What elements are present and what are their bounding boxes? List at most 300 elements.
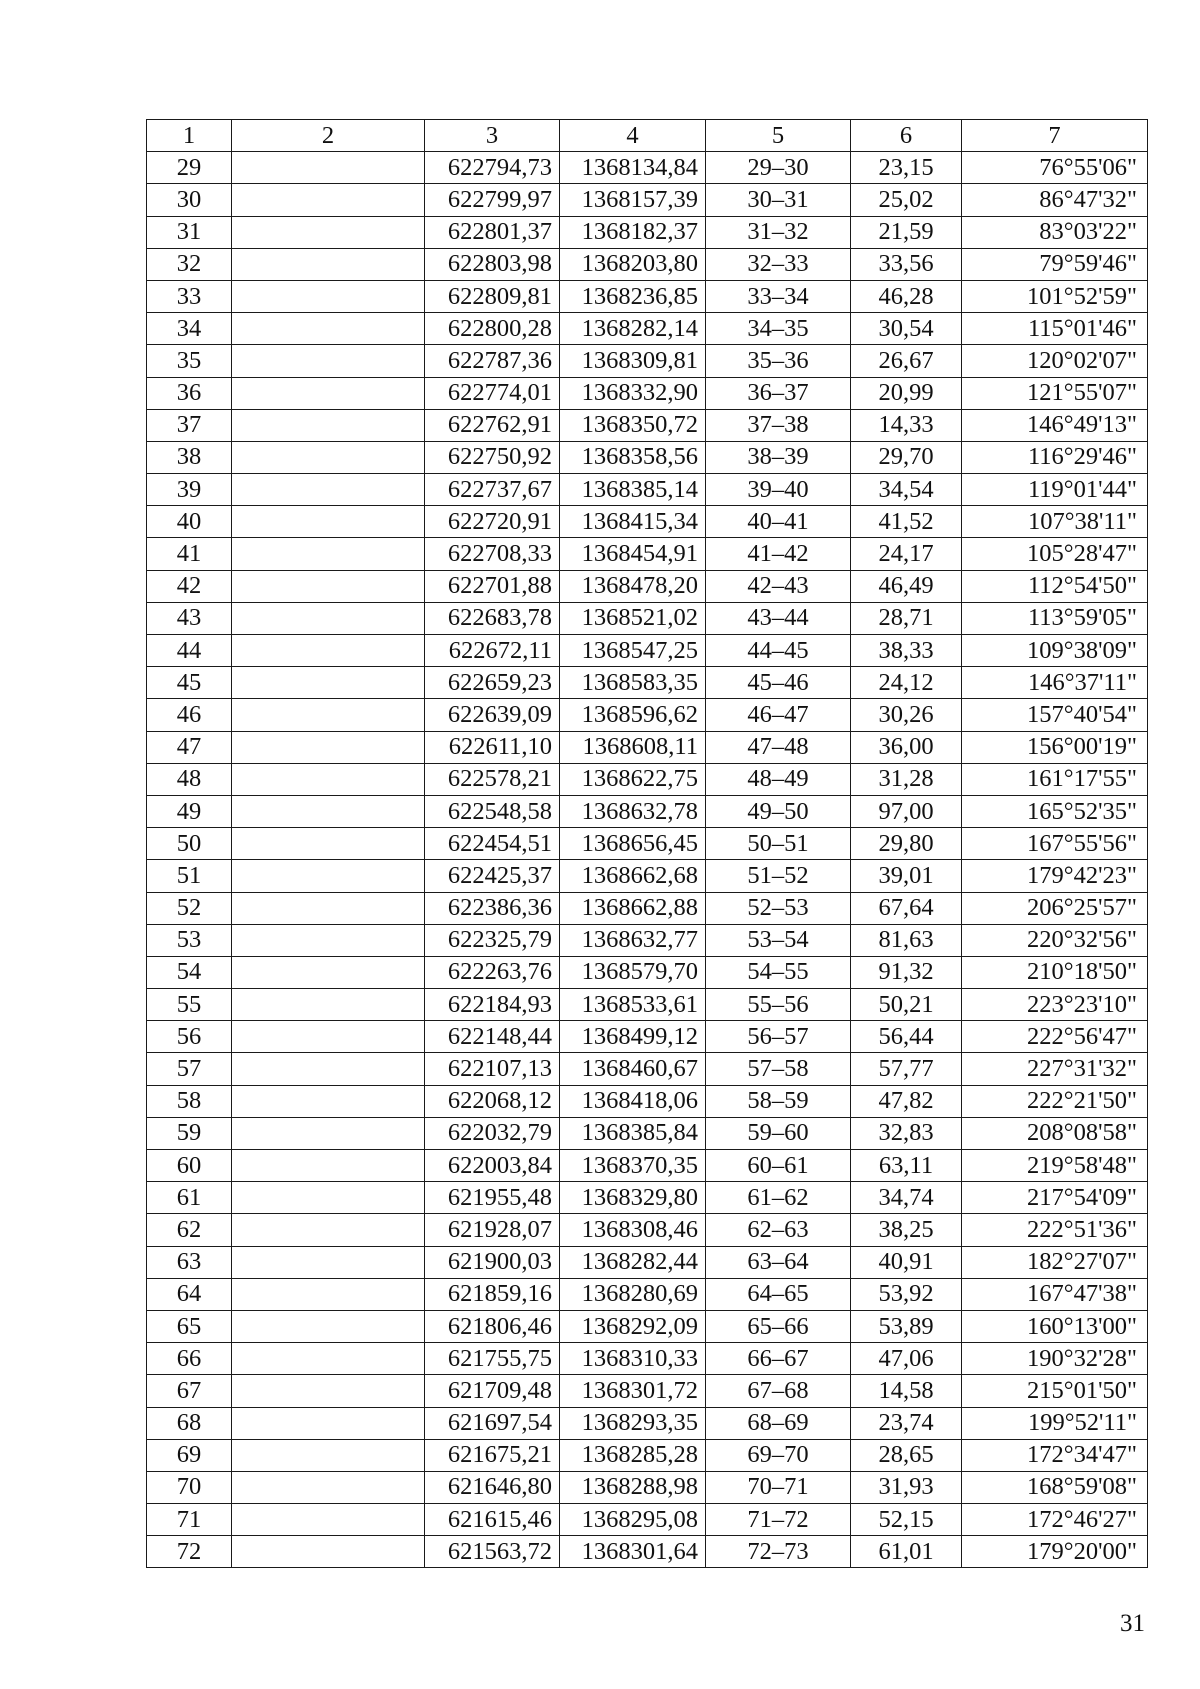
column-2-cell (232, 1471, 425, 1503)
table-row (147, 441, 1148, 473)
x-coordinate-cell: 622611,10 (425, 731, 560, 763)
x-coordinate-cell: 622003,84 (425, 1150, 560, 1182)
x-coordinate-cell: 621900,03 (425, 1246, 560, 1278)
angle-cell: 168°59'08" (962, 1471, 1148, 1503)
y-coordinate-cell: 1368547,25 (560, 635, 706, 667)
segment-cell: 69–70 (706, 1439, 851, 1471)
segment-cell: 32–33 (706, 248, 851, 280)
segment-cell: 58–59 (706, 1085, 851, 1117)
y-coordinate-cell: 1368285,28 (560, 1439, 706, 1471)
table-row (147, 892, 1148, 924)
segment-cell: 38–39 (706, 441, 851, 473)
table-row (147, 667, 1148, 699)
table-row (147, 474, 1148, 506)
segment-cell: 61–62 (706, 1182, 851, 1214)
segment-cell: 56–57 (706, 1021, 851, 1053)
point-number-cell: 47 (147, 731, 232, 763)
angle-cell: 120°02'07" (962, 345, 1148, 377)
table-row (147, 280, 1148, 312)
y-coordinate-cell: 1368662,88 (560, 892, 706, 924)
length-cell: 14,33 (851, 409, 962, 441)
point-number-cell: 54 (147, 956, 232, 988)
point-number-cell: 60 (147, 1150, 232, 1182)
x-coordinate-cell: 622425,37 (425, 860, 560, 892)
length-cell: 23,74 (851, 1407, 962, 1439)
angle-cell: 182°27'07" (962, 1246, 1148, 1278)
table-row (147, 1021, 1148, 1053)
point-number-cell: 56 (147, 1021, 232, 1053)
y-coordinate-cell: 1368385,84 (560, 1117, 706, 1149)
length-cell: 46,49 (851, 570, 962, 602)
column-2-cell (232, 1117, 425, 1149)
y-coordinate-cell: 1368454,91 (560, 538, 706, 570)
segment-cell: 72–73 (706, 1536, 851, 1568)
segment-cell: 60–61 (706, 1150, 851, 1182)
segment-cell: 42–43 (706, 570, 851, 602)
length-cell: 53,89 (851, 1310, 962, 1342)
point-number-cell: 65 (147, 1310, 232, 1342)
column-2-cell (232, 892, 425, 924)
point-number-cell: 52 (147, 892, 232, 924)
coordinates-table (146, 119, 1148, 1568)
segment-cell: 44–45 (706, 635, 851, 667)
segment-cell: 57–58 (706, 1053, 851, 1085)
column-2-cell (232, 280, 425, 312)
segment-cell: 54–55 (706, 956, 851, 988)
angle-cell: 227°31'32" (962, 1053, 1148, 1085)
point-number-cell: 38 (147, 441, 232, 473)
segment-cell: 33–34 (706, 280, 851, 312)
column-2-cell (232, 860, 425, 892)
table-row (147, 216, 1148, 248)
table-header-row (147, 120, 1148, 152)
point-number-cell: 50 (147, 828, 232, 860)
table-row (147, 409, 1148, 441)
length-cell: 40,91 (851, 1246, 962, 1278)
y-coordinate-cell: 1368295,08 (560, 1504, 706, 1536)
column-2-cell (232, 1343, 425, 1375)
y-coordinate-cell: 1368358,56 (560, 441, 706, 473)
angle-cell: 107°38'11" (962, 506, 1148, 538)
angle-cell: 172°34'47" (962, 1439, 1148, 1471)
column-header-y-coordinate: 4 (560, 120, 706, 152)
length-cell: 31,93 (851, 1471, 962, 1503)
column-2-cell (232, 699, 425, 731)
page-number: 31 (1120, 1610, 1145, 1637)
column-2-cell (232, 1182, 425, 1214)
segment-cell: 64–65 (706, 1278, 851, 1310)
angle-cell: 167°55'56" (962, 828, 1148, 860)
table-row (147, 1214, 1148, 1246)
column-2-cell (232, 989, 425, 1021)
angle-cell: 167°47'38" (962, 1278, 1148, 1310)
column-header-angle: 7 (962, 120, 1148, 152)
column-2-cell (232, 248, 425, 280)
point-number-cell: 32 (147, 248, 232, 280)
table-row (147, 1246, 1148, 1278)
point-number-cell: 71 (147, 1504, 232, 1536)
point-number-cell: 67 (147, 1375, 232, 1407)
table-row (147, 1085, 1148, 1117)
table-row (147, 538, 1148, 570)
x-coordinate-cell: 622639,09 (425, 699, 560, 731)
length-cell: 34,74 (851, 1182, 962, 1214)
angle-cell: 220°32'56" (962, 924, 1148, 956)
length-cell: 97,00 (851, 795, 962, 827)
point-number-cell: 35 (147, 345, 232, 377)
segment-cell: 53–54 (706, 924, 851, 956)
point-number-cell: 42 (147, 570, 232, 602)
angle-cell: 222°51'36" (962, 1214, 1148, 1246)
x-coordinate-cell: 622708,33 (425, 538, 560, 570)
x-coordinate-cell: 622774,01 (425, 377, 560, 409)
segment-cell: 71–72 (706, 1504, 851, 1536)
column-header-2: 2 (232, 120, 425, 152)
column-2-cell (232, 474, 425, 506)
y-coordinate-cell: 1368182,37 (560, 216, 706, 248)
point-number-cell: 51 (147, 860, 232, 892)
angle-cell: 165°52'35" (962, 795, 1148, 827)
angle-cell: 222°56'47" (962, 1021, 1148, 1053)
column-2-cell (232, 1407, 425, 1439)
length-cell: 50,21 (851, 989, 962, 1021)
length-cell: 47,82 (851, 1085, 962, 1117)
table-row (147, 345, 1148, 377)
length-cell: 25,02 (851, 184, 962, 216)
table-row (147, 1407, 1148, 1439)
point-number-cell: 63 (147, 1246, 232, 1278)
segment-cell: 55–56 (706, 989, 851, 1021)
point-number-cell: 37 (147, 409, 232, 441)
point-number-cell: 62 (147, 1214, 232, 1246)
y-coordinate-cell: 1368350,72 (560, 409, 706, 441)
length-cell: 33,56 (851, 248, 962, 280)
length-cell: 29,70 (851, 441, 962, 473)
x-coordinate-cell: 621806,46 (425, 1310, 560, 1342)
column-2-cell (232, 345, 425, 377)
column-2-cell (232, 570, 425, 602)
segment-cell: 49–50 (706, 795, 851, 827)
point-number-cell: 40 (147, 506, 232, 538)
segment-cell: 50–51 (706, 828, 851, 860)
x-coordinate-cell: 622325,79 (425, 924, 560, 956)
table-row (147, 1471, 1148, 1503)
column-2-cell (232, 216, 425, 248)
x-coordinate-cell: 622803,98 (425, 248, 560, 280)
segment-cell: 65–66 (706, 1310, 851, 1342)
angle-cell: 208°08'58" (962, 1117, 1148, 1149)
length-cell: 53,92 (851, 1278, 962, 1310)
y-coordinate-cell: 1368280,69 (560, 1278, 706, 1310)
length-cell: 52,15 (851, 1504, 962, 1536)
angle-cell: 116°29'46" (962, 441, 1148, 473)
table-row (147, 248, 1148, 280)
angle-cell: 109°38'09" (962, 635, 1148, 667)
x-coordinate-cell: 622787,36 (425, 345, 560, 377)
angle-cell: 160°13'00" (962, 1310, 1148, 1342)
table-row (147, 1439, 1148, 1471)
segment-cell: 68–69 (706, 1407, 851, 1439)
angle-cell: 215°01'50" (962, 1375, 1148, 1407)
column-2-cell (232, 1085, 425, 1117)
y-coordinate-cell: 1368596,62 (560, 699, 706, 731)
column-2-cell (232, 313, 425, 345)
point-number-cell: 57 (147, 1053, 232, 1085)
x-coordinate-cell: 621615,46 (425, 1504, 560, 1536)
x-coordinate-cell: 622068,12 (425, 1085, 560, 1117)
column-2-cell (232, 506, 425, 538)
column-2-cell (232, 1504, 425, 1536)
x-coordinate-cell: 622801,37 (425, 216, 560, 248)
x-coordinate-cell: 622454,51 (425, 828, 560, 860)
x-coordinate-cell: 622762,91 (425, 409, 560, 441)
column-header-point-number: 1 (147, 120, 232, 152)
length-cell: 39,01 (851, 860, 962, 892)
angle-cell: 101°52'59" (962, 280, 1148, 312)
length-cell: 21,59 (851, 216, 962, 248)
point-number-cell: 39 (147, 474, 232, 506)
table-row (147, 1278, 1148, 1310)
angle-cell: 105°28'47" (962, 538, 1148, 570)
length-cell: 63,11 (851, 1150, 962, 1182)
column-2-cell (232, 409, 425, 441)
point-number-cell: 34 (147, 313, 232, 345)
column-header-x-coordinate: 3 (425, 120, 560, 152)
segment-cell: 47–48 (706, 731, 851, 763)
y-coordinate-cell: 1368579,70 (560, 956, 706, 988)
angle-cell: 121°55'07" (962, 377, 1148, 409)
y-coordinate-cell: 1368418,06 (560, 1085, 706, 1117)
angle-cell: 86°47'32" (962, 184, 1148, 216)
point-number-cell: 53 (147, 924, 232, 956)
angle-cell: 219°58'48" (962, 1150, 1148, 1182)
table-row (147, 152, 1148, 184)
length-cell: 24,17 (851, 538, 962, 570)
length-cell: 91,32 (851, 956, 962, 988)
y-coordinate-cell: 1368533,61 (560, 989, 706, 1021)
x-coordinate-cell: 622683,78 (425, 602, 560, 634)
table-row (147, 1117, 1148, 1149)
length-cell: 29,80 (851, 828, 962, 860)
column-2-cell (232, 1214, 425, 1246)
x-coordinate-cell: 622548,58 (425, 795, 560, 827)
length-cell: 32,83 (851, 1117, 962, 1149)
angle-cell: 113°59'05" (962, 602, 1148, 634)
angle-cell: 112°54'50" (962, 570, 1148, 602)
x-coordinate-cell: 622809,81 (425, 280, 560, 312)
segment-cell: 66–67 (706, 1343, 851, 1375)
x-coordinate-cell: 622672,11 (425, 635, 560, 667)
column-header-segment: 5 (706, 120, 851, 152)
table-row (147, 506, 1148, 538)
table-row (147, 763, 1148, 795)
y-coordinate-cell: 1368370,35 (560, 1150, 706, 1182)
table-row (147, 1375, 1148, 1407)
x-coordinate-cell: 621709,48 (425, 1375, 560, 1407)
segment-cell: 62–63 (706, 1214, 851, 1246)
column-2-cell (232, 1310, 425, 1342)
x-coordinate-cell: 621955,48 (425, 1182, 560, 1214)
segment-cell: 37–38 (706, 409, 851, 441)
segment-cell: 48–49 (706, 763, 851, 795)
length-cell: 67,64 (851, 892, 962, 924)
angle-cell: 179°20'00" (962, 1536, 1148, 1568)
length-cell: 30,26 (851, 699, 962, 731)
point-number-cell: 68 (147, 1407, 232, 1439)
x-coordinate-cell: 622578,21 (425, 763, 560, 795)
column-2-cell (232, 1536, 425, 1568)
point-number-cell: 61 (147, 1182, 232, 1214)
x-coordinate-cell: 622386,36 (425, 892, 560, 924)
length-cell: 20,99 (851, 377, 962, 409)
length-cell: 38,25 (851, 1214, 962, 1246)
segment-cell: 31–32 (706, 216, 851, 248)
point-number-cell: 46 (147, 699, 232, 731)
point-number-cell: 58 (147, 1085, 232, 1117)
column-2-cell (232, 602, 425, 634)
column-2-cell (232, 956, 425, 988)
x-coordinate-cell: 622737,67 (425, 474, 560, 506)
length-cell: 28,71 (851, 602, 962, 634)
angle-cell: 119°01'44" (962, 474, 1148, 506)
table-row (147, 924, 1148, 956)
segment-cell: 63–64 (706, 1246, 851, 1278)
table-row (147, 1343, 1148, 1375)
y-coordinate-cell: 1368134,84 (560, 152, 706, 184)
y-coordinate-cell: 1368583,35 (560, 667, 706, 699)
length-cell: 24,12 (851, 667, 962, 699)
y-coordinate-cell: 1368499,12 (560, 1021, 706, 1053)
table-row (147, 1504, 1148, 1536)
x-coordinate-cell: 621755,75 (425, 1343, 560, 1375)
y-coordinate-cell: 1368309,81 (560, 345, 706, 377)
length-cell: 14,58 (851, 1375, 962, 1407)
angle-cell: 146°37'11" (962, 667, 1148, 699)
column-2-cell (232, 184, 425, 216)
length-cell: 47,06 (851, 1343, 962, 1375)
table-row (147, 1150, 1148, 1182)
x-coordinate-cell: 622659,23 (425, 667, 560, 699)
table-row (147, 731, 1148, 763)
segment-cell: 43–44 (706, 602, 851, 634)
column-2-cell (232, 763, 425, 795)
point-number-cell: 31 (147, 216, 232, 248)
segment-cell: 70–71 (706, 1471, 851, 1503)
table-row (147, 184, 1148, 216)
x-coordinate-cell: 621859,16 (425, 1278, 560, 1310)
column-2-cell (232, 667, 425, 699)
x-coordinate-cell: 622799,97 (425, 184, 560, 216)
y-coordinate-cell: 1368301,72 (560, 1375, 706, 1407)
angle-cell: 206°25'57" (962, 892, 1148, 924)
table-body (147, 152, 1148, 1568)
y-coordinate-cell: 1368292,09 (560, 1310, 706, 1342)
angle-cell: 210°18'50" (962, 956, 1148, 988)
point-number-cell: 29 (147, 152, 232, 184)
point-number-cell: 59 (147, 1117, 232, 1149)
length-cell: 23,15 (851, 152, 962, 184)
y-coordinate-cell: 1368308,46 (560, 1214, 706, 1246)
point-number-cell: 36 (147, 377, 232, 409)
column-2-cell (232, 538, 425, 570)
segment-cell: 52–53 (706, 892, 851, 924)
point-number-cell: 70 (147, 1471, 232, 1503)
column-2-cell (232, 1150, 425, 1182)
point-number-cell: 48 (147, 763, 232, 795)
length-cell: 81,63 (851, 924, 962, 956)
angle-cell: 172°46'27" (962, 1504, 1148, 1536)
angle-cell: 223°23'10" (962, 989, 1148, 1021)
point-number-cell: 43 (147, 602, 232, 634)
angle-cell: 79°59'46" (962, 248, 1148, 280)
x-coordinate-cell: 622032,79 (425, 1117, 560, 1149)
angle-cell: 217°54'09" (962, 1182, 1148, 1214)
y-coordinate-cell: 1368329,80 (560, 1182, 706, 1214)
angle-cell: 115°01'46" (962, 313, 1148, 345)
angle-cell: 83°03'22" (962, 216, 1148, 248)
y-coordinate-cell: 1368385,14 (560, 474, 706, 506)
segment-cell: 59–60 (706, 1117, 851, 1149)
segment-cell: 45–46 (706, 667, 851, 699)
y-coordinate-cell: 1368521,02 (560, 602, 706, 634)
segment-cell: 34–35 (706, 313, 851, 345)
angle-cell: 161°17'55" (962, 763, 1148, 795)
segment-cell: 46–47 (706, 699, 851, 731)
x-coordinate-cell: 622263,76 (425, 956, 560, 988)
length-cell: 30,54 (851, 313, 962, 345)
column-2-cell (232, 1375, 425, 1407)
length-cell: 31,28 (851, 763, 962, 795)
x-coordinate-cell: 621928,07 (425, 1214, 560, 1246)
length-cell: 41,52 (851, 506, 962, 538)
x-coordinate-cell: 622184,93 (425, 989, 560, 1021)
length-cell: 57,77 (851, 1053, 962, 1085)
point-number-cell: 41 (147, 538, 232, 570)
point-number-cell: 30 (147, 184, 232, 216)
y-coordinate-cell: 1368310,33 (560, 1343, 706, 1375)
length-cell: 61,01 (851, 1536, 962, 1568)
point-number-cell: 49 (147, 795, 232, 827)
x-coordinate-cell: 621646,80 (425, 1471, 560, 1503)
y-coordinate-cell: 1368293,35 (560, 1407, 706, 1439)
y-coordinate-cell: 1368662,68 (560, 860, 706, 892)
column-2-cell (232, 1439, 425, 1471)
y-coordinate-cell: 1368203,80 (560, 248, 706, 280)
angle-cell: 76°55'06" (962, 152, 1148, 184)
column-2-cell (232, 1021, 425, 1053)
angle-cell: 190°32'28" (962, 1343, 1148, 1375)
y-coordinate-cell: 1368301,64 (560, 1536, 706, 1568)
column-2-cell (232, 795, 425, 827)
column-2-cell (232, 635, 425, 667)
table-row (147, 1310, 1148, 1342)
x-coordinate-cell: 622720,91 (425, 506, 560, 538)
x-coordinate-cell: 622794,73 (425, 152, 560, 184)
column-2-cell (232, 828, 425, 860)
segment-cell: 36–37 (706, 377, 851, 409)
segment-cell: 30–31 (706, 184, 851, 216)
x-coordinate-cell: 622701,88 (425, 570, 560, 602)
angle-cell: 222°21'50" (962, 1085, 1148, 1117)
segment-cell: 39–40 (706, 474, 851, 506)
table-row (147, 1536, 1148, 1568)
column-2-cell (232, 152, 425, 184)
table-row (147, 795, 1148, 827)
point-number-cell: 72 (147, 1536, 232, 1568)
column-2-cell (232, 377, 425, 409)
x-coordinate-cell: 621697,54 (425, 1407, 560, 1439)
column-2-cell (232, 1053, 425, 1085)
